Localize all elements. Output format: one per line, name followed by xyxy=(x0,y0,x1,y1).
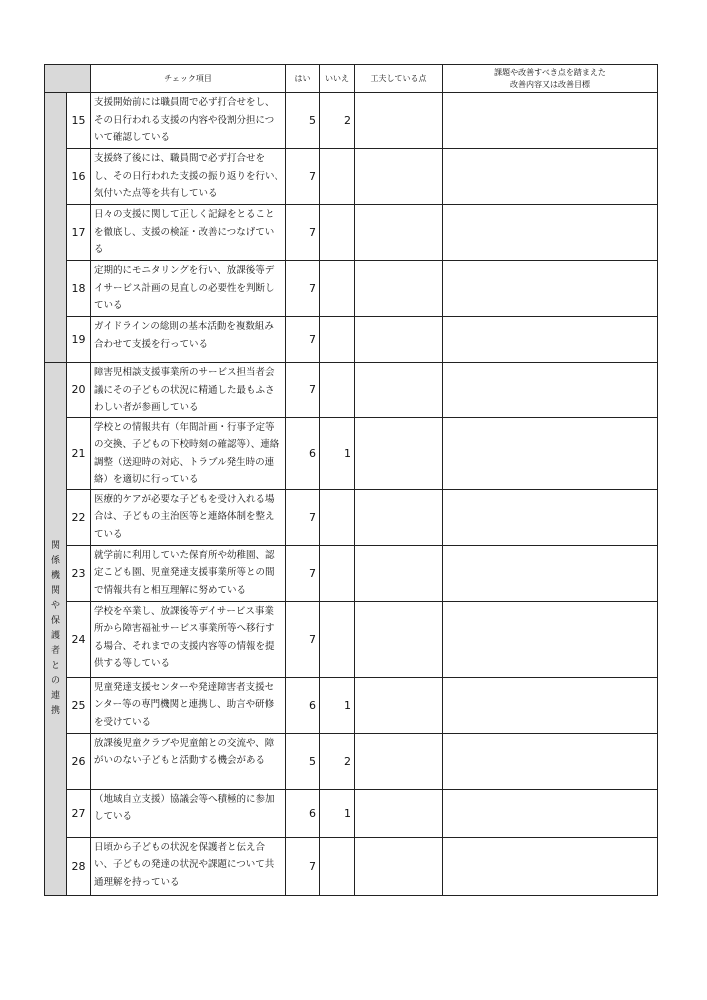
item-number: 22 xyxy=(67,489,91,545)
no-count: 2 xyxy=(320,733,355,789)
table-row xyxy=(45,733,658,789)
item-text: 児童発達支援センターや発達障害者支援センター等の専門機関と連携し、助言や研修を受けている xyxy=(91,677,286,733)
header-improvement-line1: 課題や改善すべき点を踏まえた xyxy=(494,67,606,77)
innovation-cell xyxy=(355,317,443,363)
item-text: 支援終了後には、職員間で必ず打合せをし、その日行われた支援の振り返りを行い､気付いた点等を共有している xyxy=(91,149,286,205)
no-count: 1 xyxy=(320,789,355,837)
yes-count: 5 xyxy=(286,733,320,789)
no-count xyxy=(320,149,355,205)
item-number: 17 xyxy=(67,205,91,261)
header-yes: はい xyxy=(286,65,320,93)
item-text: 学校との情報共有（年間計画・行事予定等の交換、子どもの下校時刻の確認等）、連絡調整（送迎時の対応、トラブル発生時の連絡）を適切に行っている xyxy=(91,417,286,489)
improvement-cell xyxy=(443,205,658,261)
item-number: 26 xyxy=(67,733,91,789)
table-row xyxy=(45,205,658,261)
item-text: 日々の支援に関して正しく記録をとることを徹底し、支援の検証・改善につなげている xyxy=(91,205,286,261)
yes-count: 5 xyxy=(286,93,320,149)
innovation-cell xyxy=(355,261,443,317)
yes-count: 7 xyxy=(286,545,320,601)
yes-count: 6 xyxy=(286,789,320,837)
yes-count: 7 xyxy=(286,261,320,317)
item-number: 28 xyxy=(67,837,91,895)
item-text: 日頃から子どもの状況を保護者と伝え合い、子どもの発達の状況や課題について共通理解を持っている xyxy=(91,837,286,895)
yes-count: 6 xyxy=(286,417,320,489)
improvement-cell xyxy=(443,417,658,489)
item-number: 27 xyxy=(67,789,91,837)
yes-count: 7 xyxy=(286,601,320,677)
item-text: ガイドラインの総則の基本活動を複数組み合わせて支援を行っている xyxy=(91,317,286,363)
header-no: いいえ xyxy=(320,65,355,93)
innovation-cell xyxy=(355,93,443,149)
table-row xyxy=(45,93,658,149)
no-count xyxy=(320,837,355,895)
item-text: 就学前に利用していた保育所や幼稚園、認定こども園、児童発達支援事業所等との間で情報共有と相互理解に努めている xyxy=(91,545,286,601)
improvement-cell xyxy=(443,261,658,317)
innovation-cell xyxy=(355,733,443,789)
item-text: 放課後児童クラブや児童館との交流や、障がいのない子どもと活動する機会がある xyxy=(91,733,286,789)
item-number: 25 xyxy=(67,677,91,733)
table-row xyxy=(45,261,658,317)
section-2-label-cell xyxy=(45,363,67,896)
item-number: 19 xyxy=(67,317,91,363)
innovation-cell xyxy=(355,837,443,895)
item-text: 定期的にモニタリングを行い、放課後等デイサービス計画の見直しの必要性を判断している xyxy=(91,261,286,317)
improvement-cell xyxy=(443,789,658,837)
item-text: 支援開始前には職員間で必ず打合せをし、その日行われる支援の内容や役割分担について確認している xyxy=(91,93,286,149)
item-number: 24 xyxy=(67,601,91,677)
table-row xyxy=(45,601,658,677)
innovation-cell xyxy=(355,545,443,601)
no-count xyxy=(320,205,355,261)
improvement-cell xyxy=(443,149,658,205)
innovation-cell xyxy=(355,677,443,733)
no-count: 2 xyxy=(320,93,355,149)
header-improvement-line2: 改善内容又は改善目標 xyxy=(510,79,590,89)
yes-count: 7 xyxy=(286,317,320,363)
item-number: 15 xyxy=(67,93,91,149)
improvement-cell xyxy=(443,489,658,545)
table-row xyxy=(45,489,658,545)
item-number: 20 xyxy=(67,363,91,418)
item-text: （地域自立支援）協議会等へ積極的に参加している xyxy=(91,789,286,837)
innovation-cell xyxy=(355,789,443,837)
item-text: 障害児相談支援事業所のサービス担当者会議にその子どもの状況に精通した最もふさわしい者が参画している xyxy=(91,363,286,418)
innovation-cell xyxy=(355,363,443,418)
item-number: 16 xyxy=(67,149,91,205)
improvement-cell xyxy=(443,837,658,895)
item-number: 18 xyxy=(67,261,91,317)
table-row xyxy=(45,677,658,733)
innovation-cell xyxy=(355,205,443,261)
item-text: 学校を卒業し、放課後等デイサービス事業所から障害福祉サービス事業所等へ移行する場合、それまでの支援内容等の情報を提供する等している xyxy=(91,601,286,677)
no-count xyxy=(320,317,355,363)
no-count: 1 xyxy=(320,417,355,489)
improvement-cell xyxy=(443,93,658,149)
no-count xyxy=(320,489,355,545)
item-number: 23 xyxy=(67,545,91,601)
innovation-cell xyxy=(355,489,443,545)
no-count xyxy=(320,601,355,677)
yes-count: 7 xyxy=(286,363,320,418)
no-count xyxy=(320,363,355,418)
header-improvement xyxy=(443,65,658,93)
improvement-cell xyxy=(443,677,658,733)
item-text: 医療的ケアが必要な子どもを受け入れる場合は、子どもの主治医等と連絡体制を整えている xyxy=(91,489,286,545)
innovation-cell xyxy=(355,149,443,205)
improvement-cell xyxy=(443,733,658,789)
improvement-cell xyxy=(443,545,658,601)
table-row xyxy=(45,417,658,489)
yes-count: 7 xyxy=(286,205,320,261)
section-2-label: 関係機関や保護者との連携 xyxy=(50,540,60,716)
header-row xyxy=(45,65,658,93)
yes-count: 7 xyxy=(286,149,320,205)
innovation-cell xyxy=(355,601,443,677)
table-row xyxy=(45,149,658,205)
improvement-cell xyxy=(443,601,658,677)
no-count: 1 xyxy=(320,677,355,733)
yes-count: 7 xyxy=(286,489,320,545)
table-row xyxy=(45,317,658,363)
yes-count: 6 xyxy=(286,677,320,733)
table-row xyxy=(45,545,658,601)
header-innovation: 工夫している点 xyxy=(355,65,443,93)
header-corner xyxy=(45,65,91,93)
section-1-label-cell xyxy=(45,93,67,363)
table-row xyxy=(45,789,658,837)
improvement-cell xyxy=(443,317,658,363)
table-row xyxy=(45,837,658,895)
item-number: 21 xyxy=(67,417,91,489)
self-evaluation-table xyxy=(44,64,658,896)
no-count xyxy=(320,545,355,601)
table-row xyxy=(45,363,658,418)
yes-count: 7 xyxy=(286,837,320,895)
innovation-cell xyxy=(355,417,443,489)
header-check-item: チェック項目 xyxy=(91,65,286,93)
no-count xyxy=(320,261,355,317)
improvement-cell xyxy=(443,363,658,418)
